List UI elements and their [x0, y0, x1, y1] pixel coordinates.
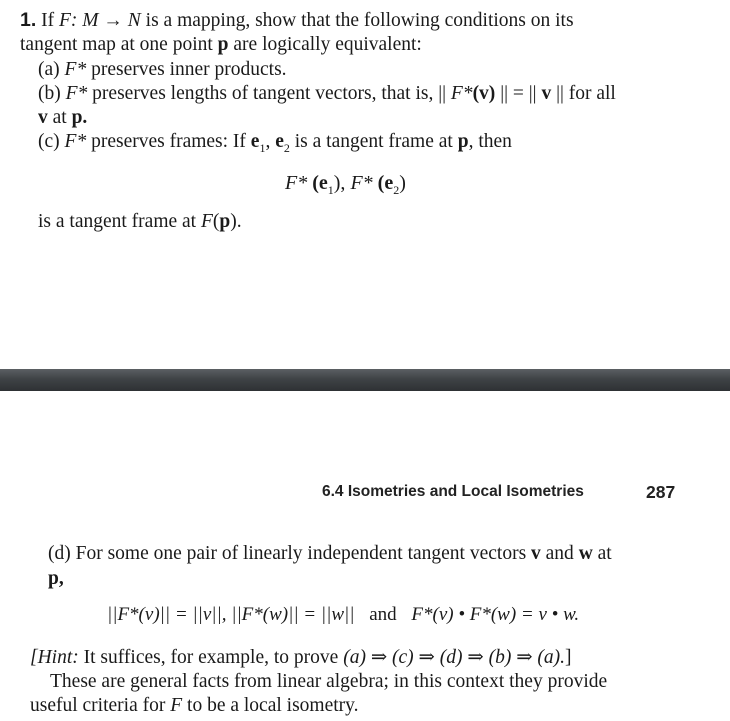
frame-display-equation: F* $(e_1)$, F* $(e_2)$: [285, 172, 406, 197]
problem-number: 1.: [20, 9, 37, 31]
condition-b-continued: v at p.: [38, 107, 88, 128]
norm-equations: ||F*(v)|| = ||v||, ||F*(w)|| = ||w|| and F*(v) • F*(w) = v • w.: [107, 604, 580, 625]
frame-conclusion: is a tangent frame at F(p).: [38, 211, 242, 232]
condition-d-continued: p,: [48, 568, 64, 589]
page-separator: [0, 369, 730, 391]
map-notation: F: M → N: [59, 10, 141, 31]
paragraph-line-1: These are general facts from linear algebra; in this context they provide: [50, 671, 608, 692]
condition-d: (d) For some one pair of linearly independent tangent vectors v and w at: [48, 543, 612, 564]
running-head: 6.4 Isometries and Local Isometries: [322, 483, 584, 500]
problem-line-2: tangent map at one point p are logically equivalent:: [20, 34, 422, 55]
implication-chain: (a) ⇒ (c) ⇒ (d) ⇒ (b) ⇒ (a).: [343, 647, 566, 668]
condition-a: (a) F* preserves inner products.: [38, 59, 287, 80]
condition-c: (c) F* preserves frames: If $e_1$, $e_2$ is a tangent frame at p, then: [38, 131, 512, 155]
page-number: 287: [646, 482, 676, 502]
norm-equation-lengths: ||F*(v)|| = ||v||, ||F*(w)|| = ||w||: [107, 604, 355, 625]
norm-equation-dot: F*(v) • F*(w) = v • w.: [411, 604, 580, 625]
condition-b: (b) F* preserves lengths of tangent vectors, that is, || F*(v) || = || v || for all: [38, 83, 616, 104]
paragraph-line-2: useful criteria for F to be a local isometry.: [30, 695, 359, 716]
problem-line-1: 1. If F: M → N is a mapping, show that the following conditions on its: [20, 9, 574, 31]
hint-line: [Hint: It suffices, for example, to prove (a) ⇒ (c) ⇒ (d) ⇒ (b) ⇒ (a).]: [30, 647, 572, 668]
